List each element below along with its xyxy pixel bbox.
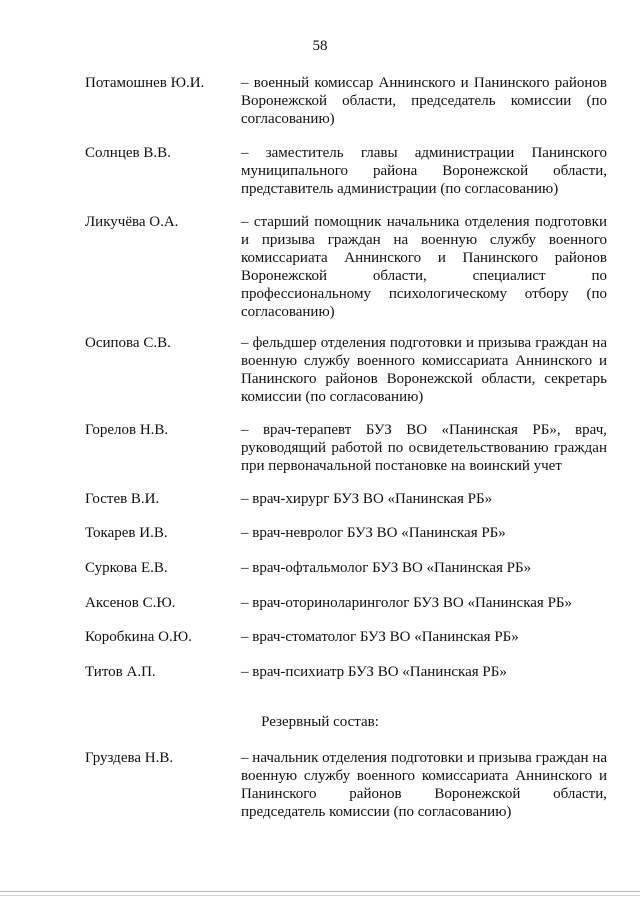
member-description: – врач-хирург БУЗ ВО «Панинская РБ» — [241, 491, 493, 507]
member-name: Осипова С.В. — [85, 335, 171, 351]
member-name: Аксенов С.Ю. — [85, 595, 176, 611]
member-description: – врач-оториноларинголог БУЗ ВО «Панинская РБ» — [241, 595, 573, 611]
member-description: – начальник отделения подготовки и призыва граждан на военную службу военного комиссариата Аннинского и Панинского районов Воронежской области, председатель комиссии (по согласованию) — [241, 750, 607, 820]
member-name: Токарев И.В. — [85, 525, 168, 541]
member-name: Солнцев В.В. — [85, 145, 171, 161]
member-name: Коробкина О.Ю. — [85, 629, 192, 645]
member-description: – врач-невролог БУЗ ВО «Панинская РБ» — [241, 525, 506, 541]
page-edge-line — [0, 895, 640, 896]
member-name: Потамошнев Ю.И. — [85, 75, 205, 91]
member-description: – врач-психиатр БУЗ ВО «Панинская РБ» — [241, 664, 507, 680]
member-name: Гостев В.И. — [85, 491, 160, 507]
member-name: Титов А.П. — [85, 664, 156, 680]
member-description: – военный комиссар Аннинского и Панинского районов Воронежской области, председатель комиссии (по согласованию) — [241, 75, 607, 127]
page-edge-line — [0, 891, 640, 892]
member-name: Груздева Н.В. — [85, 750, 174, 766]
member-name: Горелов Н.В. — [85, 422, 169, 438]
reserve-section-title: Резервный состав: — [261, 714, 379, 730]
member-description: – старший помощник начальника отделения подготовки и призыва граждан на военную службу военного комиссариата Аннинского и Панинского районов Воронежской области, специалист по профессиональному психологическому отбору (по согласованию) — [241, 214, 607, 320]
member-description: – врач-терапевт БУЗ ВО «Панинская РБ», врач, руководящий работой по освидетельствованию граждан при первоначальной постановке на воинский учет — [241, 422, 607, 474]
member-description: – заместитель главы администрации Панинского муниципального района Воронежской области, представитель администрации (по согласованию) — [241, 145, 607, 197]
member-name: Суркова Е.В. — [85, 560, 168, 576]
member-description: – врач-офтальмолог БУЗ ВО «Панинская РБ» — [241, 560, 532, 576]
member-name: Ликучёва О.А. — [85, 214, 179, 230]
member-description: – фельдшер отделения подготовки и призыва граждан на военную службу военного комиссариата Аннинского и Панинского районов Воронежской области, секретарь комиссии (по согласованию) — [241, 335, 607, 405]
member-description: – врач-стоматолог БУЗ ВО «Панинская РБ» — [241, 629, 519, 645]
page-number: 58 — [312, 38, 328, 54]
